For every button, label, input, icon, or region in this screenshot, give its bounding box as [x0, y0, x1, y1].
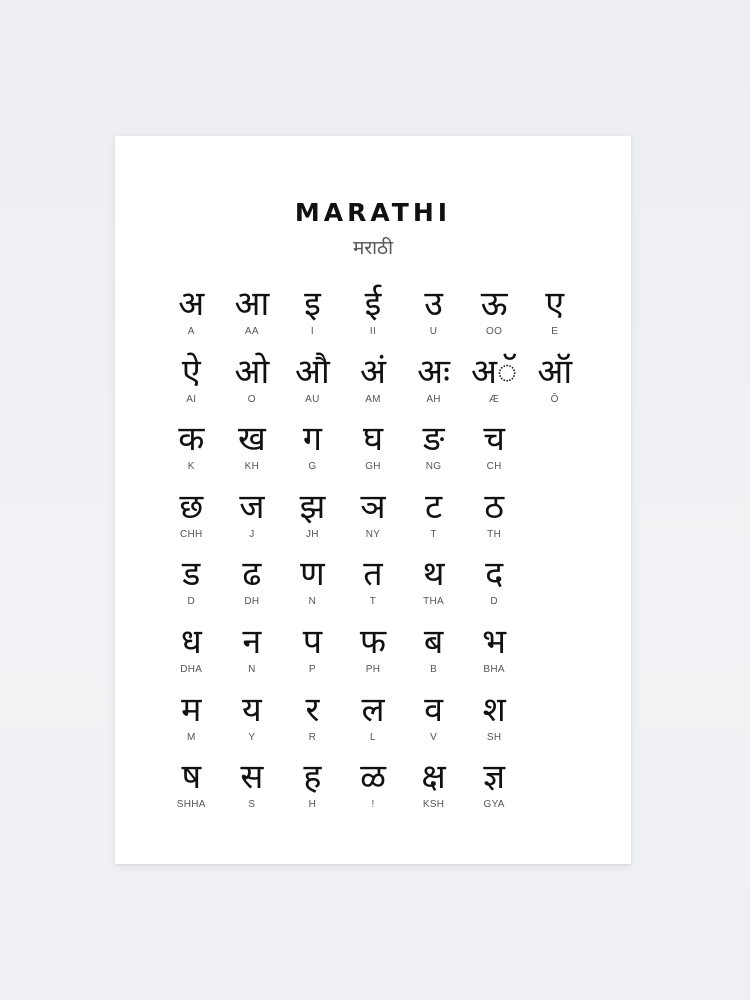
letter-transliteration: D: [187, 596, 196, 608]
letter-transliteration: II: [369, 326, 377, 337]
letter-glyph: ट: [424, 486, 443, 527]
letter-transliteration: SHHA: [176, 799, 206, 811]
letter-cell: [161, 284, 222, 352]
letter-cell: [343, 757, 404, 825]
letter-cell: [524, 352, 585, 420]
letter-cell: [524, 284, 585, 352]
letter-transliteration: M: [186, 731, 196, 743]
letter-cell: [403, 622, 464, 690]
letter-transliteration: DH: [244, 596, 260, 608]
letter-cell: [343, 352, 404, 420]
letter-transliteration: CHH: [179, 528, 203, 540]
letter-cell: [282, 622, 343, 690]
letter-transliteration: Ô: [550, 393, 559, 405]
letter-glyph: थ: [422, 554, 445, 595]
letter-glyph: य: [241, 689, 262, 730]
letter-cell: [222, 554, 283, 622]
letter-cell: [222, 690, 283, 758]
letter-cell: [343, 690, 404, 758]
letter-glyph: ए: [545, 284, 565, 324]
letter-transliteration: U: [429, 326, 438, 337]
letter-glyph: त: [363, 554, 383, 595]
letter-cell: [161, 554, 222, 622]
letter-glyph: ओ: [234, 351, 270, 392]
letter-glyph: प: [302, 621, 323, 662]
letter-cell: [343, 487, 404, 555]
letter-transliteration: T: [430, 528, 437, 540]
letter-cell: [161, 352, 222, 420]
letter-transliteration: Æ: [488, 393, 500, 405]
letter-cell: [161, 487, 222, 555]
poster-title: MARATHI: [294, 198, 452, 227]
letter-glyph: औ: [295, 351, 330, 392]
letter-transliteration: KH: [244, 461, 260, 473]
letter-cell: [464, 487, 525, 555]
poster: [115, 136, 631, 864]
letter-transliteration: NG: [425, 461, 442, 473]
letter-cell: [464, 622, 525, 690]
letter-glyph: इ: [304, 284, 321, 324]
letter-cell: [222, 284, 283, 352]
alphabet-grid: [161, 284, 585, 825]
letter-transliteration: R: [308, 731, 317, 743]
letter-glyph: भ: [482, 621, 507, 662]
letter-cell: [161, 757, 222, 825]
letter-glyph: छ: [179, 486, 204, 527]
letter-glyph: उ: [424, 284, 443, 324]
letter-transliteration: D: [490, 596, 498, 608]
letter-cell: [464, 419, 525, 487]
letter-glyph: अः: [417, 351, 450, 392]
letter-transliteration: P: [308, 663, 316, 675]
letter-glyph: ऑ: [537, 351, 573, 392]
letter-glyph: ठ: [484, 486, 505, 527]
letter-glyph: द: [485, 554, 504, 595]
letter-transliteration: AU: [305, 393, 320, 405]
letter-transliteration: KSH: [422, 799, 445, 811]
letter-cell: [161, 690, 222, 758]
letter-glyph: क: [178, 419, 205, 460]
letter-transliteration: CH: [486, 461, 502, 473]
letter-cell: [403, 419, 464, 487]
letter-cell: [343, 622, 404, 690]
letter-transliteration: I: [310, 326, 314, 337]
letter-glyph: म: [181, 689, 202, 730]
letter-transliteration: O: [247, 393, 256, 405]
letter-glyph: ज: [239, 486, 265, 527]
letter-transliteration: G: [308, 461, 317, 473]
letter-transliteration: V: [430, 731, 438, 743]
letter-transliteration: Y: [248, 731, 256, 743]
letter-cell: [464, 284, 525, 352]
letter-transliteration: BHA: [483, 663, 505, 675]
letter-cell: [403, 487, 464, 555]
letter-glyph: अं: [360, 351, 386, 392]
letter-transliteration: S: [248, 799, 256, 811]
letter-cell: [282, 419, 343, 487]
letter-glyph: झ: [299, 486, 326, 527]
letter-cell: [222, 352, 283, 420]
letter-glyph: ळ: [360, 757, 386, 798]
letter-glyph: ख: [237, 419, 266, 460]
letter-cell: [282, 487, 343, 555]
letter-cell: [222, 487, 283, 555]
letter-glyph: ई: [364, 284, 382, 324]
letter-cell: [222, 622, 283, 690]
letter-glyph: ङ: [422, 419, 445, 460]
letter-cell: [282, 554, 343, 622]
letter-cell: [282, 757, 343, 825]
letter-transliteration: E: [551, 326, 559, 337]
letter-cell: [343, 284, 404, 352]
letter-transliteration: AA: [244, 326, 259, 337]
letter-cell: [403, 690, 464, 758]
letter-glyph: व: [424, 689, 444, 730]
letter-glyph: ढ: [242, 554, 262, 595]
letter-cell: [464, 690, 525, 758]
letter-transliteration: AM: [365, 393, 381, 405]
letter-transliteration: AI: [186, 393, 197, 405]
letter-glyph: ज्ञ: [483, 757, 506, 798]
letter-glyph: आ: [234, 284, 270, 324]
letter-cell: [464, 554, 525, 622]
poster-subtitle: मराठी: [352, 237, 393, 259]
letter-transliteration: L: [370, 731, 376, 743]
letter-glyph: फ: [359, 621, 387, 662]
letter-glyph: ह: [303, 757, 322, 798]
letter-glyph: ग: [302, 419, 322, 460]
letter-transliteration: DHA: [180, 663, 203, 675]
letter-cell: [403, 284, 464, 352]
letter-transliteration: TH: [487, 528, 502, 540]
letter-glyph: च: [483, 419, 505, 460]
letter-transliteration: GH: [365, 461, 381, 473]
letter-transliteration: THA: [423, 596, 445, 608]
letter-transliteration: N: [248, 663, 256, 675]
letter-transliteration: N: [308, 596, 317, 608]
letter-transliteration: K: [187, 461, 195, 473]
letter-transliteration: AH: [426, 393, 441, 405]
letter-glyph: ल: [361, 689, 385, 730]
letter-glyph: ञ: [360, 486, 386, 527]
letter-cell: [343, 554, 404, 622]
letter-cell: [343, 419, 404, 487]
letter-cell: [464, 352, 525, 420]
letter-cell: [222, 419, 283, 487]
letter-transliteration: A: [187, 326, 195, 337]
letter-glyph: ष: [181, 757, 202, 798]
letter-cell: [222, 757, 283, 825]
letter-cell: [282, 284, 343, 352]
letter-transliteration: SH: [486, 731, 502, 743]
letter-cell: [403, 352, 464, 420]
letter-glyph: ऊ: [480, 284, 508, 324]
letter-transliteration: J: [249, 528, 255, 540]
letter-transliteration: NY: [365, 528, 381, 540]
letter-glyph: न: [242, 621, 262, 662]
letter-glyph: क्ष: [421, 757, 446, 798]
letter-cell: [282, 690, 343, 758]
letter-transliteration: H: [308, 799, 317, 811]
letter-transliteration: T: [369, 596, 377, 608]
letter-cell: [161, 419, 222, 487]
letter-glyph: ऐ: [181, 351, 201, 392]
letter-glyph: ड: [182, 554, 201, 595]
letter-transliteration: GYA: [483, 799, 505, 811]
letter-glyph: घ: [362, 419, 384, 460]
letter-glyph: र: [305, 689, 320, 730]
letter-transliteration: OO: [486, 326, 503, 337]
letter-cell: [403, 554, 464, 622]
letter-transliteration: !: [371, 799, 375, 811]
letter-transliteration: PH: [365, 663, 381, 675]
letter-transliteration: JH: [306, 528, 319, 540]
letter-glyph: ब: [423, 621, 444, 662]
letter-glyph: स: [240, 757, 264, 798]
letter-glyph: अॅ: [471, 351, 518, 392]
letter-cell: [161, 622, 222, 690]
letter-glyph: श: [482, 689, 506, 730]
letter-glyph: अ: [178, 284, 205, 324]
letter-glyph: ण: [300, 554, 325, 595]
letter-cell: [403, 757, 464, 825]
letter-glyph: ध: [180, 621, 202, 662]
letter-cell: [282, 352, 343, 420]
letter-transliteration: B: [430, 663, 438, 675]
letter-cell: [464, 757, 525, 825]
